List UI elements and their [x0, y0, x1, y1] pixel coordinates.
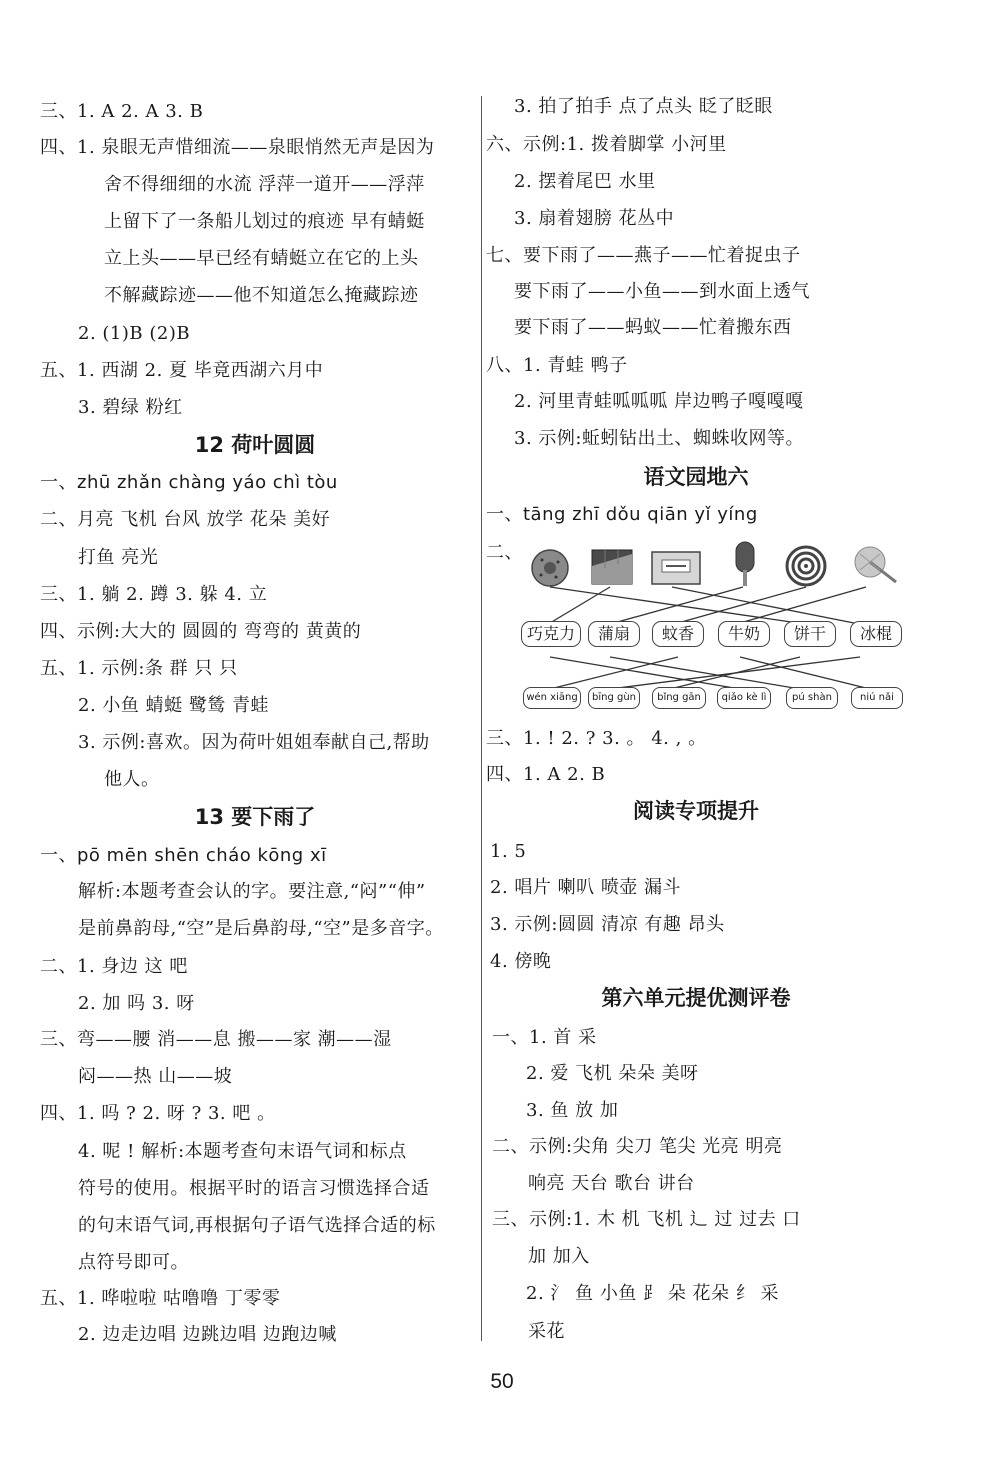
- line-text: 2. 河里青蛙呱呱呱 岸边鸭子嘎嘎嘎: [514, 391, 804, 412]
- line-text: 立上头——早已经有蜻蜓立在它的上头: [104, 248, 419, 269]
- chocolate-icon: [590, 546, 634, 588]
- line-4-1: 四、1. 泉眼无声惜细流——泉眼悄然无声是因为: [40, 137, 435, 158]
- line-text: 2. 摆着尾巴 水里: [514, 171, 656, 192]
- line-text: 3. 扇着翅膀 花丛中: [514, 208, 675, 229]
- lesson-13-heading: 13 要下雨了: [194, 805, 316, 829]
- line-text: 二、: [486, 542, 523, 563]
- line-text: 2. (1)B (2)B: [78, 323, 191, 344]
- line-text: 要下雨了——蚂蚁——忙着搬东西: [514, 317, 792, 338]
- line-text: 不解藏踪迹——他不知道怎么掩藏踪迹: [104, 285, 419, 306]
- line-text: 解析:本题考查会认的字。要注意,“闷”“伸”: [78, 881, 426, 902]
- pinyin-box: wén xiāng: [523, 687, 581, 709]
- line-text: 三、弯——腰 消——息 搬——家 潮——湿: [40, 1029, 392, 1050]
- milk-carton-icon: [650, 548, 702, 588]
- pinyin-box: pú shàn: [786, 687, 838, 709]
- line-text: 四、示例:大大的 圆圆的 弯弯的 黄黄的: [40, 621, 362, 642]
- line-text: 4. 傍晚: [490, 951, 552, 972]
- line-text: 三、示例:1. 木 机 飞机 辶 过 过去 口: [492, 1209, 801, 1230]
- line-text: 六、示例:1. 拨着脚掌 小河里: [486, 134, 727, 155]
- word-box: 饼干: [784, 621, 836, 647]
- line-text: 四、1. 吗 ? 2. 呀 ? 3. 吧 。: [40, 1103, 276, 1124]
- line-text: 2. 小鱼 蜻蜓 鹭鸶 青蛙: [78, 695, 270, 716]
- line-text: 八、1. 青蛙 鸭子: [486, 355, 628, 376]
- line-text: 舍不得细细的水流 浮萍一道开——浮萍: [104, 174, 425, 195]
- pinyin-box: niú nǎi: [851, 687, 903, 709]
- popsicle-icon: [730, 540, 760, 588]
- section-heading-reading: 阅读专项提升: [633, 799, 759, 823]
- line-text: 打鱼 亮光: [78, 547, 159, 568]
- line-text: 4. 呢 ! 解析:本题考查句末语气词和标点: [78, 1141, 407, 1162]
- line-text: 采花: [528, 1321, 565, 1342]
- line-text: 响亮 天台 歌台 讲台: [528, 1173, 695, 1194]
- pinyin-box: qiǎo kè lì: [717, 687, 771, 709]
- line-text: 五、1. 示例:条 群 只 只: [40, 658, 238, 679]
- line-text: 2. 氵 鱼 小鱼 ⻊ 朵 花朵 纟 采: [526, 1283, 779, 1304]
- section-heading-unit-test: 第六单元提优测评卷: [601, 986, 791, 1010]
- line-text: 3. 示例:蚯蚓钻出土、蜘蛛收网等。: [514, 428, 804, 449]
- line-text: 二、月亮 飞机 台风 放学 花朵 美好: [40, 509, 331, 530]
- word-box: 蚊香: [652, 621, 704, 647]
- lesson-12-heading: 12 荷叶圆圆: [194, 433, 316, 457]
- line-text: 3. 鱼 放 加: [526, 1100, 619, 1121]
- line-text: 3. 碧绿 粉红: [78, 397, 183, 418]
- section-heading-yuwen-6: 语文园地六: [643, 465, 749, 489]
- word-box: 冰棍: [850, 621, 902, 647]
- line-5: 五、1. 西湖 2. 夏 毕竟西湖六月中: [40, 360, 324, 381]
- line-text: 三、1. ! 2. ? 3. 。 4. , 。: [486, 728, 707, 749]
- line-text: 四、1. A 2. B: [486, 764, 606, 785]
- line-text: 二、1. 身边 这 吧: [40, 956, 188, 977]
- mosquito-coil-icon: [784, 544, 828, 588]
- pinyin-line: 一、pō mēn shēn cháo kōng xī: [40, 845, 327, 866]
- line-text: 他人。: [104, 769, 160, 790]
- pinyin-box: bīng gùn: [588, 687, 640, 709]
- line-text: 符号的使用。根据平时的语言习惯选择合适: [78, 1178, 430, 1199]
- line-text: 二、示例:尖角 尖刀 笔尖 光亮 明亮: [492, 1136, 783, 1157]
- line-text: 2. 唱片 喇叭 喷壶 漏斗: [490, 877, 682, 898]
- line-text: 2. 爱 飞机 朵朵 美呀: [526, 1063, 699, 1084]
- word-box: 牛奶: [718, 621, 770, 647]
- biscuit-icon: [528, 548, 572, 588]
- line-text: 1. 5: [490, 841, 527, 862]
- pinyin-line: 一、zhū zhǎn chàng yáo chì tòu: [40, 472, 338, 493]
- line-text: 加 加入: [528, 1246, 590, 1267]
- pinyin-box: bǐng gān: [652, 687, 706, 709]
- line-text: 一、1. 首 采: [492, 1027, 597, 1048]
- line-3: 三、1. A 2. A 3. B: [40, 101, 204, 122]
- pinyin-line: 一、tāng zhī dǒu qiān yǐ yíng: [486, 504, 758, 525]
- line-text: 闷——热 山——坡: [78, 1066, 233, 1087]
- line-text: 点符号即可。: [78, 1252, 189, 1273]
- line-text: 是前鼻韵母,“空”是后鼻韵母,“空”是多音字。: [78, 918, 444, 939]
- line-text: 的句末语气词,再根据句子语气选择合适的标: [78, 1215, 436, 1236]
- line-text: 五、1. 哗啦啦 咕噜噜 丁零零: [40, 1288, 281, 1309]
- line-text: 三、1. 躺 2. 蹲 3. 躲 4. 立: [40, 584, 268, 605]
- word-box: 蒲扇: [588, 621, 640, 647]
- line-text: 3. 示例:圆圆 清凉 有趣 昂头: [490, 914, 725, 935]
- line-text: 3. 拍了拍手 点了点头 眨了眨眼: [514, 96, 773, 117]
- line-text: 上留下了一条船儿划过的痕迹 早有蜻蜓: [104, 211, 425, 232]
- line-text: 七、要下雨了——燕子——忙着捉虫子: [486, 245, 801, 266]
- page-number: 50: [490, 1370, 514, 1393]
- line-text: 要下雨了——小鱼——到水面上透气: [514, 281, 810, 302]
- line-text: 2. 加 吗 3. 呀: [78, 993, 195, 1014]
- column-divider: [481, 96, 482, 1341]
- fan-icon: [850, 544, 900, 586]
- word-box: 巧克力: [521, 621, 581, 647]
- line-text: 3. 示例:喜欢。因为荷叶姐姐奉献自己,帮助: [78, 732, 430, 753]
- line-text: 2. 边走边唱 边跳边唱 边跑边喊: [78, 1324, 337, 1345]
